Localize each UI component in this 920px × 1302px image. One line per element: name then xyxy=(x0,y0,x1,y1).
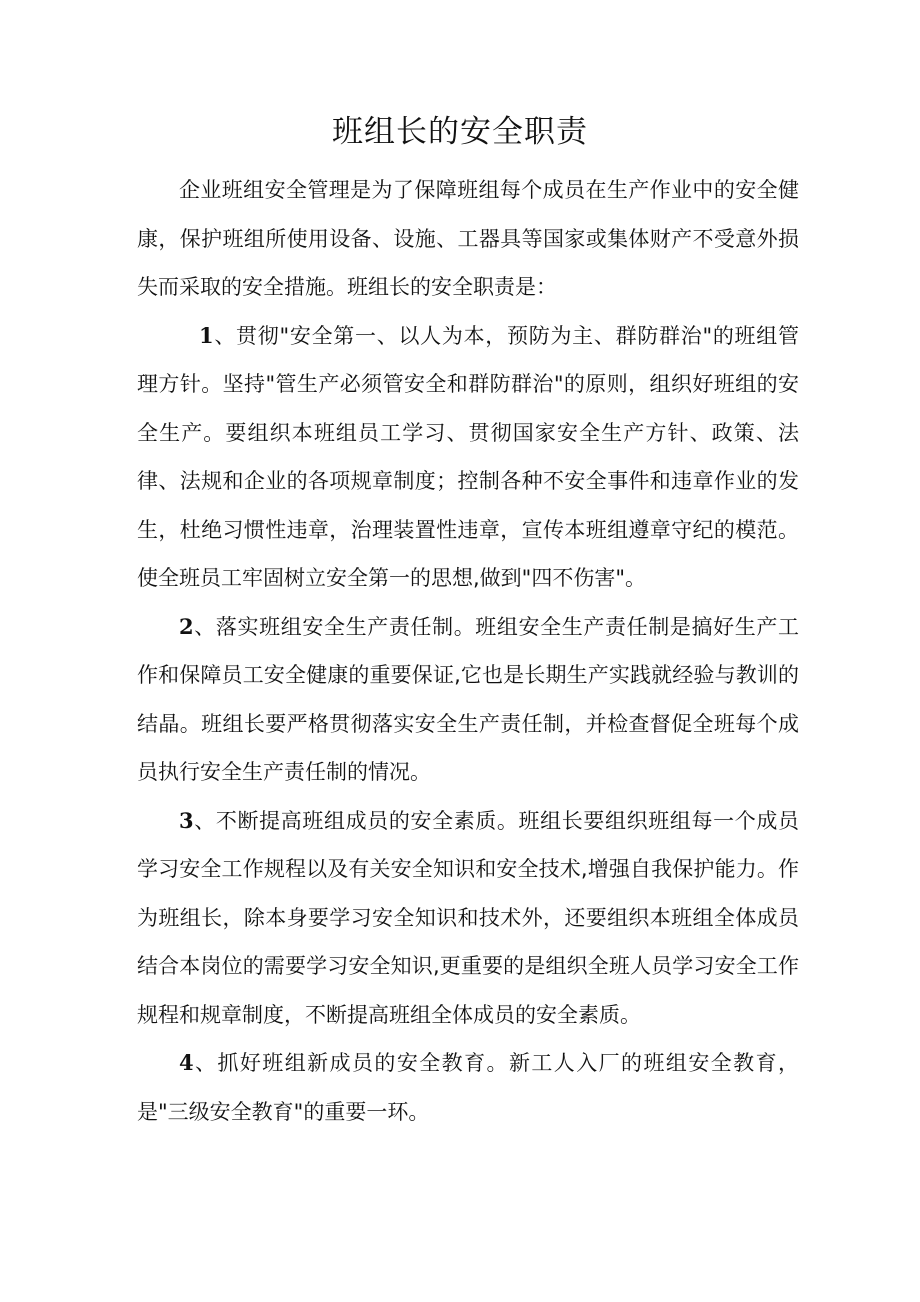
document-body xyxy=(137,166,799,1136)
intro-paragraph xyxy=(137,166,799,312)
duty-paragraph-4 xyxy=(137,1039,799,1136)
item-number: 3 xyxy=(179,807,194,833)
paragraph-text: 、落实班组安全生产责任制。班组安全生产责任制是搞好生产工作和保障员工安全健康的重要保证,它也是长期生产实践就经验与教训的结晶。班组长要严格贯彻落实安全生产责任制，并检查督促全班每个成员执行安全生产责任制的情况。 xyxy=(137,614,799,784)
paragraph-text: 、不断提高班组成员的安全素质。班组长要组织班组每一个成员学习安全工作规程以及有关安全知识和安全技术,增强自我保护能力。作为班组长，除本身要学习安全知识和技术外，还要组织本班组全体成员结合本岗位的需要学习安全知识,更重要的是组织全班人员学习安全工作规程和规章制度，不断提高班组全体成员的安全素质。 xyxy=(137,808,799,1027)
document-title: 班组长的安全职责 xyxy=(332,114,588,150)
duty-paragraph-2 xyxy=(137,603,799,797)
item-number: 4 xyxy=(179,1050,194,1075)
duty-paragraph-1 xyxy=(137,312,799,603)
paragraph-text: 、抓好班组新成员的安全教育。新工人入厂的班组安全教育，是"三级安全教育"的重要一环。 xyxy=(137,1051,799,1124)
paragraph-text: 企业班组安全管理是为了保障班组每个成员在生产作业中的安全健康，保护班组所使用设备、设施、工器具等国家或集体财产不受意外损失而采取的安全措施。班组长的安全职责是： xyxy=(137,178,799,299)
item-number: 1 xyxy=(199,322,214,348)
item-number: 2 xyxy=(179,613,194,639)
paragraph-text: 、贯彻"安全第一、以人为本，预防为主、群防群治"的班组管理方针。坚持"管生产必须管安全和群防群治"的原则，组织好班组的安全生产。要组织本班组员工学习、贯彻国家安全生产方针、政策、法律、法规和企业的各项规章制度；控制各种不安全事件和违章作业的发生，杜绝习惯性违章，治理装置性违章，宣传本班组遵章守纪的模范。使全班员工牢固树立安全第一的思想,做到"四不伤害"。 xyxy=(137,323,799,590)
duty-paragraph-3 xyxy=(137,797,799,1040)
